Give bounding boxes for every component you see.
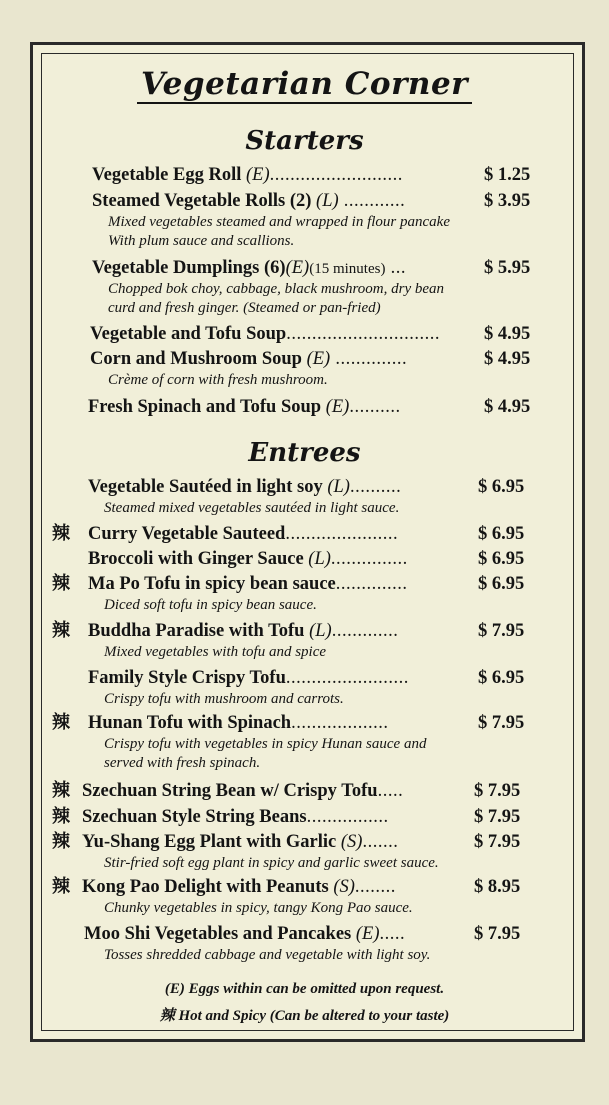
leader-dots: .......... <box>349 477 402 497</box>
menu-item-description: Crème of corn with fresh mushroom. <box>108 372 328 388</box>
spicy-marker-icon: 辣 <box>52 780 70 801</box>
menu-item-name: Family Style Crispy Tofu........................ <box>88 668 409 688</box>
leader-dots: ................ <box>306 807 389 827</box>
leader-dots: .............................. <box>286 324 440 344</box>
menu-item-name: Vegetable Sautéed in light soy (L).......... <box>88 477 402 497</box>
leader-dots: ...................... <box>285 524 399 544</box>
menu-item-description: Crispy tofu with vegetables in spicy Hunan sauce and <box>104 736 427 752</box>
menu-item-price: $ 6.95 <box>478 477 525 497</box>
menu-item-price: $ 6.95 <box>478 668 525 688</box>
entrees-heading: Entrees <box>248 438 361 468</box>
menu-item-description: served with fresh spinach. <box>104 755 261 771</box>
spicy-marker-icon: 辣 <box>52 876 70 897</box>
menu-item-description: Tosses shredded cabbage and vegetable with light soy. <box>104 947 431 963</box>
menu-item-name: Curry Vegetable Sauteed...................... <box>88 524 399 544</box>
menu-item-price: $ 7.95 <box>474 781 521 801</box>
menu-item-price: $ 3.95 <box>484 191 531 211</box>
menu-item-description: Crispy tofu with mushroom and carrots. <box>104 691 344 707</box>
menu-item-description: Chunky vegetables in spicy, tangy Kong Pao sauce. <box>104 900 413 916</box>
menu-item-name: Vegetable Egg Roll (E).......................... <box>92 165 403 185</box>
leader-dots: ............ <box>338 191 406 211</box>
diet-code: (E) <box>246 165 270 185</box>
menu-item-name: Vegetable Dumplings (6)(E)(15 minutes) ... <box>92 258 406 278</box>
diet-code: (E) <box>325 397 350 417</box>
diet-code: (E) <box>306 349 331 369</box>
menu-item-description: Steamed mixed vegetables sautéed in light sauce. <box>104 500 400 516</box>
menu-item-description: curd and fresh ginger. (Steamed or pan-fried) <box>108 300 381 316</box>
menu-item-name: Steamed Vegetable Rolls (2) (L) ............ <box>92 191 406 211</box>
menu-item-price: $ 6.95 <box>478 549 525 569</box>
leader-dots: ... <box>385 258 406 278</box>
leader-dots: ....... <box>362 832 399 852</box>
diet-code: (E) <box>285 258 310 278</box>
menu-item-name: Fresh Spinach and Tofu Soup (E).......... <box>88 397 401 417</box>
leader-dots: .............. <box>330 349 408 369</box>
menu-item-description: Diced soft tofu in spicy bean sauce. <box>104 597 317 613</box>
prep-time-note: (15 minutes) <box>309 261 386 277</box>
menu-item-price: $ 7.95 <box>474 832 521 852</box>
leader-dots: ..... <box>379 924 406 944</box>
menu-item-price: $ 4.95 <box>484 324 531 344</box>
page-title: Vegetarian Corner <box>0 66 609 102</box>
menu-item-name: Hunan Tofu with Spinach................... <box>88 713 389 733</box>
menu-item-price: $ 6.95 <box>478 574 525 594</box>
spicy-marker-icon: 辣 <box>52 573 70 594</box>
leader-dots: ..... <box>377 781 404 801</box>
menu-item-price: $ 7.95 <box>474 807 521 827</box>
menu-item-price: $ 8.95 <box>474 877 521 897</box>
menu-item-price: $ 5.95 <box>484 258 531 278</box>
menu-item-description: Mixed vegetables with tofu and spice <box>104 644 327 660</box>
leader-dots: ........ <box>354 877 396 897</box>
menu-item-price: $ 7.95 <box>474 924 521 944</box>
menu-item-name: Moo Shi Vegetables and Pancakes (E)..... <box>84 924 406 944</box>
leader-dots: ................... <box>291 713 389 733</box>
starters-heading: Starters <box>245 126 364 156</box>
leader-dots: .............. <box>335 574 408 594</box>
menu-item-description: Chopped bok choy, cabbage, black mushroom, dry bean <box>108 281 445 297</box>
menu-item-name: Corn and Mushroom Soup (E) .............. <box>90 349 408 369</box>
diet-code: (L) <box>327 477 350 497</box>
menu-item-name: Szechuan String Bean w/ Crispy Tofu..... <box>82 781 404 801</box>
diet-code: (L) <box>316 191 339 211</box>
menu-item-price: $ 7.95 <box>478 713 525 733</box>
spicy-marker-icon: 辣 <box>52 712 70 733</box>
menu-item-name: Kong Pao Delight with Peanuts (S)........ <box>82 877 396 897</box>
menu-item-name: Vegetable and Tofu Soup.............................. <box>90 324 440 344</box>
leader-dots: ........................ <box>285 668 409 688</box>
spicy-marker-icon: 辣 <box>52 620 70 641</box>
menu-item-description: Stir-fried soft egg plant in spicy and garlic sweet sauce. <box>104 855 439 871</box>
diet-code: (L) <box>309 621 332 641</box>
leader-dots: .......... <box>349 397 401 417</box>
spicy-marker-icon: 辣 <box>159 1008 175 1024</box>
menu-item-price: $ 7.95 <box>478 621 525 641</box>
menu-item-description: Mixed vegetables steamed and wrapped in flour pancake <box>108 214 450 230</box>
diet-code: (E) <box>355 924 380 944</box>
diet-code: (S) <box>340 832 363 852</box>
menu-item-name: Broccoli with Ginger Sauce (L)............... <box>88 549 408 569</box>
menu-item-price: $ 4.95 <box>484 349 531 369</box>
menu-item-price: $ 6.95 <box>478 524 525 544</box>
spicy-marker-icon: 辣 <box>52 831 70 852</box>
menu-item-price: $ 1.25 <box>484 165 531 185</box>
spicy-marker-icon: 辣 <box>52 806 70 827</box>
footer-egg-note: (E) Eggs within can be omitted upon request. <box>164 981 445 997</box>
leader-dots: .......................... <box>269 165 403 185</box>
menu-item-name: Ma Po Tofu in spicy bean sauce.............. <box>88 574 408 594</box>
leader-dots: ............. <box>331 621 399 641</box>
menu-item-description: With plum sauce and scallions. <box>108 233 295 249</box>
menu-item-price: $ 4.95 <box>484 397 531 417</box>
spicy-marker-icon: 辣 <box>52 523 70 544</box>
menu-item-name: Buddha Paradise with Tofu (L)............. <box>88 621 399 641</box>
menu-item-name: Szechuan Style String Beans................ <box>82 807 389 827</box>
menu-item-name: Yu-Shang Egg Plant with Garlic (S)....... <box>82 832 399 852</box>
diet-code: (L) <box>308 549 331 569</box>
leader-dots: ............... <box>330 549 408 569</box>
diet-code: (S) <box>333 877 355 897</box>
footer-spicy-note: 辣 Hot and Spicy (Can be altered to your taste) <box>159 1008 450 1024</box>
